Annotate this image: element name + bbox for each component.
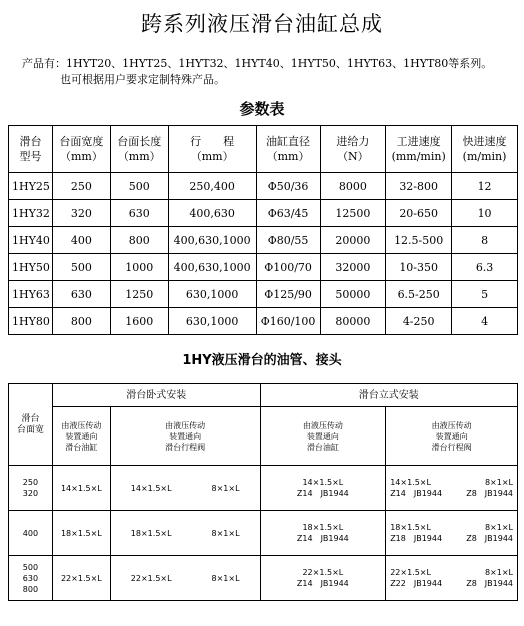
cell-v-cylinder-2: Z14 JB1944	[296, 579, 349, 588]
cell-v-cylinder	[260, 466, 386, 511]
cell-stroke: 400,630,1000	[168, 227, 256, 254]
pipes-heading: 1HY液压滑台的油管、接头	[182, 353, 342, 368]
cell-v-valve-2b: Z8 JB1944	[466, 579, 513, 588]
cell-rapid-speed: 6.3	[452, 254, 518, 281]
cell-length: 1250	[110, 281, 168, 308]
cell-v-valve-1a: 14×1.5×L	[390, 478, 431, 487]
cell-v-cylinder-1: 22×1.5×L	[302, 568, 344, 577]
table-row	[9, 466, 518, 511]
cell-v-valve	[386, 556, 518, 601]
cell-width: 400	[52, 227, 110, 254]
cell-v-valve-1b: 8×1×L	[484, 478, 513, 487]
cell-table-width: 400	[9, 511, 53, 556]
group-vertical: 滑台立式安装	[260, 384, 517, 407]
cell-h-valve-a: 18×1.5×L	[130, 528, 172, 538]
cell-model: 1HY80	[9, 308, 53, 335]
table-row	[9, 511, 518, 556]
cell-feed-speed: 4-250	[386, 308, 452, 335]
params-header-row	[9, 126, 518, 173]
table-row	[9, 254, 518, 281]
cell-rapid-speed: 8	[452, 227, 518, 254]
cell-v-valve-1b: 8×1×L	[484, 523, 513, 532]
cell-h-valve-a: 22×1.5×L	[130, 573, 172, 583]
cell-v-cylinder-2: Z14 JB1944	[296, 534, 349, 543]
header-feed-speed: 工进速度 (mm/min)	[386, 126, 452, 173]
cell-rapid-speed: 4	[452, 308, 518, 335]
cell-cylinder: Φ50/36	[256, 173, 320, 200]
cell-h-valve-b: 8×1×L	[211, 573, 240, 583]
sub-v-cylinder: 由液压传动 装置通向 滑台油缸	[260, 407, 386, 466]
cell-table-width: 250 320	[9, 466, 53, 511]
cell-feed-speed: 10-350	[386, 254, 452, 281]
cell-width: 250	[52, 173, 110, 200]
cell-stroke: 630,1000	[168, 308, 256, 335]
cell-stroke: 630,1000	[168, 281, 256, 308]
cell-length: 1000	[110, 254, 168, 281]
cell-model: 1HY32	[9, 200, 53, 227]
cell-length: 800	[110, 227, 168, 254]
cell-feed-speed: 20-650	[386, 200, 452, 227]
cell-cylinder: Φ63/45	[256, 200, 320, 227]
cell-h-valve-a: 14×1.5×L	[130, 483, 172, 493]
params-table	[8, 125, 518, 335]
cell-stroke: 400,630	[168, 200, 256, 227]
cell-v-valve-2b: Z8 JB1944	[466, 534, 513, 543]
cell-h-valve	[110, 466, 260, 511]
table-row	[9, 281, 518, 308]
cell-cylinder: Φ80/55	[256, 227, 320, 254]
cell-v-valve-2a: Z22 JB1944	[390, 579, 443, 588]
cell-length: 1600	[110, 308, 168, 335]
cell-v-valve-2a: Z18 JB1944	[390, 534, 443, 543]
intro-line-1: 产品有：1HYT20、1HYT25、1HYT32、1HYT40、1HYT50、1HYT63、1HYT80等系列。	[22, 57, 493, 70]
cell-width: 630	[52, 281, 110, 308]
cell-v-cylinder-2: Z14 JB1944	[296, 489, 349, 498]
cell-v-cylinder	[260, 556, 386, 601]
cell-v-cylinder	[260, 511, 386, 556]
cell-h-cylinder: 14×1.5×L	[52, 466, 110, 511]
cell-force: 50000	[320, 281, 386, 308]
cell-v-valve-2b: Z8 JB1944	[466, 489, 513, 498]
cell-table-width: 500 630 800	[9, 556, 53, 601]
cell-feed-speed: 32-800	[386, 173, 452, 200]
cell-length: 630	[110, 200, 168, 227]
cell-v-valve-2a: Z14 JB1944	[390, 489, 443, 498]
page-title: 跨系列液压滑台油缸总成	[141, 12, 383, 36]
cell-cylinder: Φ125/90	[256, 281, 320, 308]
cell-rapid-speed: 12	[452, 173, 518, 200]
pipes-sub-row	[9, 407, 518, 466]
header-cylinder: 油缸直径 （mm）	[256, 126, 320, 173]
cell-force: 8000	[320, 173, 386, 200]
cell-h-cylinder: 22×1.5×L	[52, 556, 110, 601]
table-row	[9, 308, 518, 335]
table-row	[9, 556, 518, 601]
cell-model: 1HY63	[9, 281, 53, 308]
group-horizontal: 滑台卧式安装	[52, 384, 260, 407]
cell-model: 1HY40	[9, 227, 53, 254]
cell-h-valve-b: 8×1×L	[211, 528, 240, 538]
cell-length: 500	[110, 173, 168, 200]
cell-force: 32000	[320, 254, 386, 281]
cell-feed-speed: 6.5-250	[386, 281, 452, 308]
header-stroke: 行 程 （mm）	[168, 126, 256, 173]
header-width: 台面宽度 （mm）	[52, 126, 110, 173]
cell-stroke: 400,630,1000	[168, 254, 256, 281]
header-length: 台面长度 （mm）	[110, 126, 168, 173]
pipes-table	[8, 383, 518, 601]
cell-v-valve-1b: 8×1×L	[484, 568, 513, 577]
cell-h-valve	[110, 556, 260, 601]
cell-v-cylinder-1: 14×1.5×L	[302, 478, 344, 487]
cell-h-cylinder: 18×1.5×L	[52, 511, 110, 556]
cell-stroke: 250,400	[168, 173, 256, 200]
cell-v-valve-1a: 18×1.5×L	[390, 523, 431, 532]
cell-cylinder: Φ100/70	[256, 254, 320, 281]
header-force: 进给力 （N）	[320, 126, 386, 173]
cell-model: 1HY50	[9, 254, 53, 281]
cell-force: 80000	[320, 308, 386, 335]
table-row	[9, 200, 518, 227]
header-table-width: 滑台 台面宽	[9, 384, 53, 466]
cell-force: 20000	[320, 227, 386, 254]
header-rapid-speed: 快进速度 (m/min)	[452, 126, 518, 173]
intro-line-2: 也可根据用户要求定制特殊产品。	[60, 73, 225, 86]
cell-v-valve	[386, 511, 518, 556]
cell-cylinder: Φ160/100	[256, 308, 320, 335]
sub-h-cylinder: 由液压传动 装置通向 滑台油缸	[52, 407, 110, 466]
params-heading: 参数表	[239, 100, 285, 118]
pipes-group-row	[9, 384, 518, 407]
cell-rapid-speed: 10	[452, 200, 518, 227]
cell-h-valve	[110, 511, 260, 556]
sub-h-valve: 由液压传动 装置通向 滑台行程阀	[110, 407, 260, 466]
sub-v-valve: 由液压传动 装置通向 滑台行程阀	[386, 407, 518, 466]
cell-width: 800	[52, 308, 110, 335]
cell-h-valve-b: 8×1×L	[211, 483, 240, 493]
cell-width: 500	[52, 254, 110, 281]
cell-force: 12500	[320, 200, 386, 227]
table-row	[9, 227, 518, 254]
cell-width: 320	[52, 200, 110, 227]
cell-rapid-speed: 5	[452, 281, 518, 308]
product-intro	[22, 56, 492, 88]
header-model: 滑台 型号	[9, 126, 53, 173]
table-row	[9, 173, 518, 200]
cell-v-valve-1a: 22×1.5×L	[390, 568, 431, 577]
cell-model: 1HY25	[9, 173, 53, 200]
cell-v-valve	[386, 466, 518, 511]
cell-feed-speed: 12.5-500	[386, 227, 452, 254]
cell-v-cylinder-1: 18×1.5×L	[302, 523, 344, 532]
